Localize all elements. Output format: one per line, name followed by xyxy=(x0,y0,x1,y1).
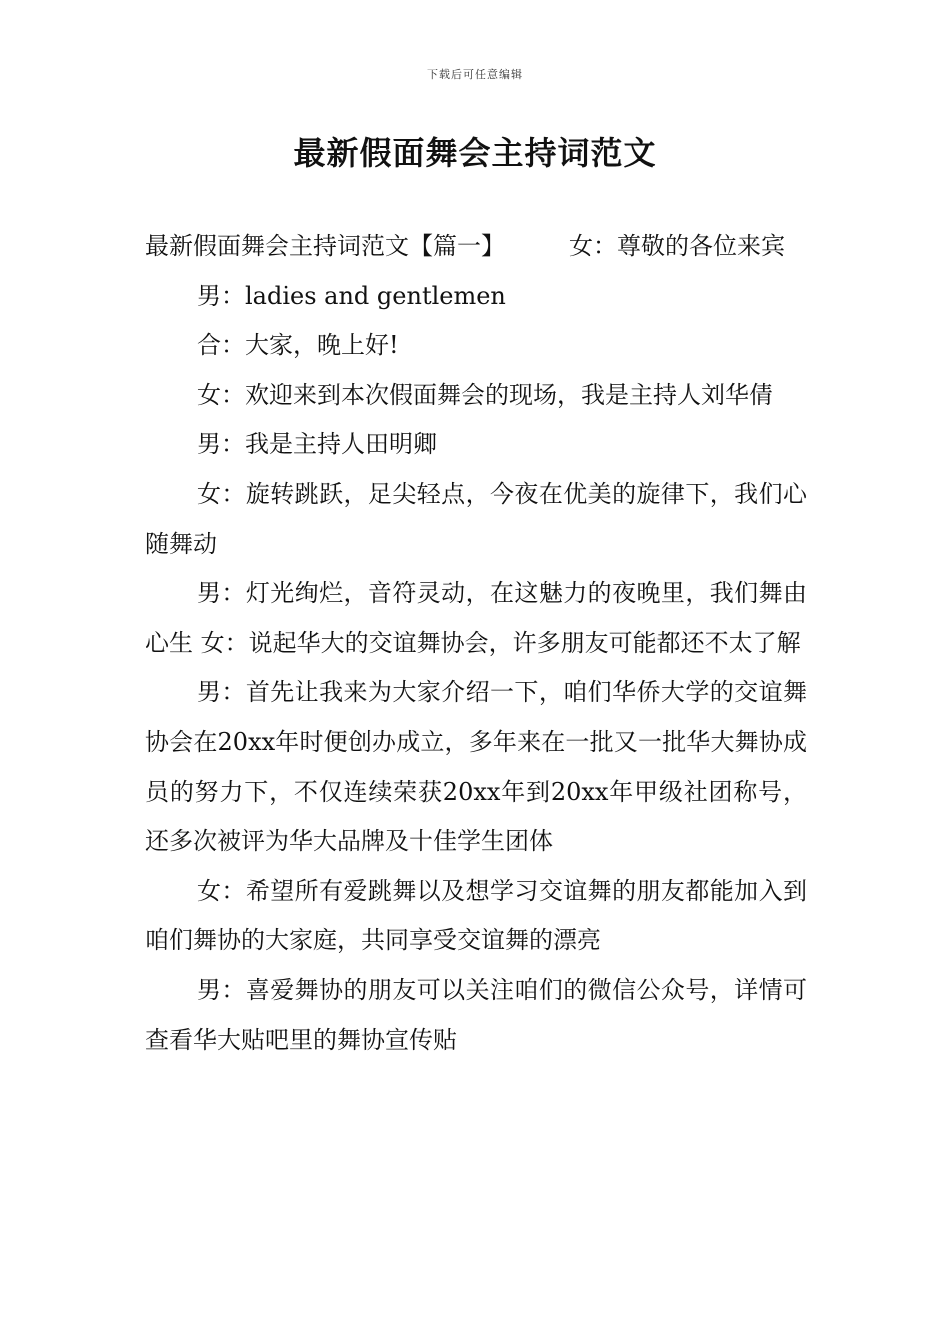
paragraph: 女：欢迎来到本次假面舞会的现场，我是主持人刘华倩 xyxy=(197,380,773,409)
paragraph: 合：大家，晚上好! xyxy=(197,331,399,360)
paragraph-text: 女：尊敬的各位来宾 xyxy=(569,232,785,260)
paragraph: 男：我是主持人田明卿 xyxy=(197,430,437,459)
document-title: 最新假面舞会主持词范文 xyxy=(293,134,657,172)
page-header-note: 下载后可任意编辑 xyxy=(427,68,523,81)
paragraph: 女：旋转跳跃，足尖轻点，今夜在优美的旋律下，我们心随舞动 xyxy=(145,479,807,558)
document-body xyxy=(145,222,807,1065)
paragraph: 男：ladies and gentlemen xyxy=(197,281,506,310)
paragraph-intro xyxy=(145,222,807,272)
paragraph: 女：希望所有爱跳舞以及想学习交谊舞的朋友都能加入到咱们舞协的大家庭，共同享受交谊舞的漂亮 xyxy=(145,876,807,955)
section-heading: 最新假面舞会主持词范文【篇一】 xyxy=(145,232,505,260)
paragraph: 男：喜爱舞协的朋友可以关注咱们的微信公众号，详情可查看华大贴吧里的舞协宣传贴 xyxy=(145,975,807,1054)
paragraph: 男：灯光绚烂，音符灵动，在这魅力的夜晚里，我们舞由心生 女：说起华大的交谊舞协会，许多朋友可能都还不太了解 xyxy=(145,579,807,657)
paragraph: 男：首先让我来为大家介绍一下，咱们华侨大学的交谊舞协会在20xx年时便创办成立，多年来在一批又一批华大舞协成员的努力下，不仅连续荣获20xx年到20xx年甲级社团称号，还多次被评为华大品牌及十佳学生团体 xyxy=(145,678,807,856)
